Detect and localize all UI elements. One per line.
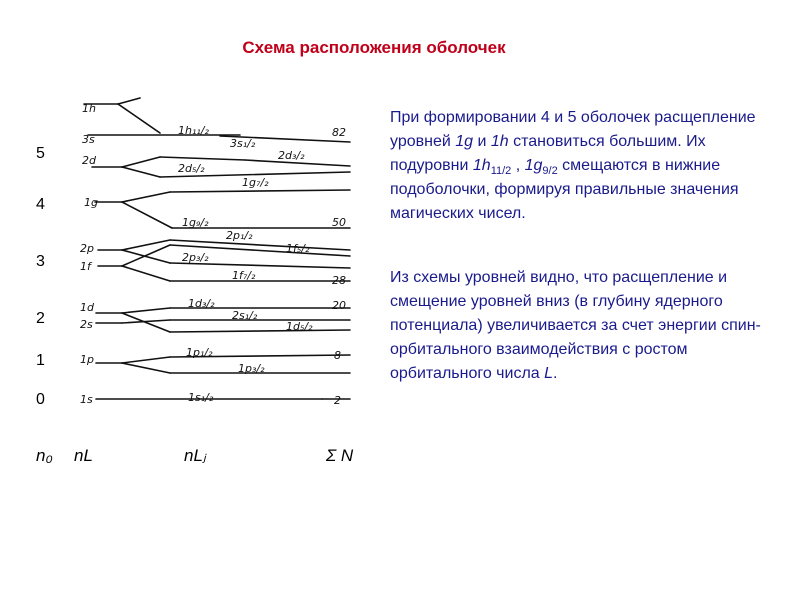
- split-line-1g92: [122, 202, 172, 228]
- magic-number: 28: [332, 274, 346, 287]
- level-label-2s: 2s: [80, 318, 93, 331]
- level-label-2d: 2d: [82, 154, 96, 167]
- footer-label-nlj: nLⱼ: [184, 446, 206, 465]
- level-label-1h: 1h: [82, 102, 96, 115]
- sublevel-label-2s12: 2s₁/₂: [232, 309, 258, 322]
- magic-number: 20: [332, 299, 346, 312]
- explanation-paragraph-1: При формировании 4 и 5 оболочек расщепление уровней 1g и 1h становиться большим. Их подуровни $1h_{11/2}$ , $1g_{9/2}$ смещаются в нижние подоболочки, формируя правильные значения магических чисел.: [390, 109, 756, 222]
- level-label-3s: 3s: [82, 133, 95, 146]
- split-line-2d32: [122, 167, 160, 177]
- sublevel-label-1g72: 1g₇/₂: [242, 176, 269, 189]
- page-title: Схема расположения оболочек: [242, 38, 506, 57]
- sublevel-label-1p32: 1p₃/₂: [238, 362, 265, 375]
- split-line-1p12: [122, 357, 170, 363]
- sublevel-label-1h11: 1h₁₁/₂: [178, 124, 209, 137]
- level-label-1d: 1d: [80, 301, 94, 314]
- sublevel-line-2p12: [170, 240, 350, 250]
- level-label-1f: 1f: [80, 260, 91, 273]
- sublevel-label-1f72: 1f₇/₂: [232, 269, 256, 282]
- sublevel-label-2p32: 2p₃/₂: [182, 251, 209, 264]
- n0-value: 1: [36, 352, 45, 369]
- sublevel-line-1d32: [170, 330, 350, 332]
- magic-number: 8: [334, 349, 341, 362]
- split-line-1p32: [122, 363, 170, 373]
- magic-number: 2: [334, 394, 341, 407]
- level-label-1s: 1s: [80, 393, 93, 406]
- footer-label-sum-n: Σ N: [326, 446, 354, 465]
- split-line-2p32: [122, 250, 170, 263]
- split-line-1h-upper: [118, 98, 140, 104]
- level-label-1p: 1p: [80, 353, 94, 366]
- split-line-1d52: [122, 308, 170, 313]
- shell-level-diagram: [60, 80, 360, 420]
- sublevel-label-3s12: 3s₁/₂: [230, 137, 256, 150]
- n0-value: 0: [36, 391, 45, 408]
- footer-label-n0: n₀: [36, 446, 53, 465]
- sublevel-label-1g92: 1g₉/₂: [182, 216, 209, 229]
- level-label-1g: 1g: [84, 196, 98, 209]
- sublevel-line-1g72: [170, 190, 350, 192]
- sublevel-label-1d32: 1d₃/₂: [188, 297, 215, 310]
- sublevel-label-2d52: 2d₅/₂: [178, 162, 205, 175]
- split-line-1g72: [122, 192, 170, 202]
- explanation-paragraph-2: Из схемы уровней видно, что расщепление и смещение уровней вниз (в глубину ядерного потенциала) увеличивается за счет энергии спин-орбитального взаимодействия с ростом орбитального числа L.: [390, 269, 761, 382]
- level-label-2p: 2p: [80, 242, 94, 255]
- n0-value: 4: [36, 196, 45, 213]
- magic-number: 82: [332, 126, 346, 139]
- sublevel-label-1s12: 1s₁/₂: [188, 391, 214, 404]
- sublevel-label-2d32: 2d₃/₂: [278, 149, 305, 162]
- sublevel-label-2p12: 2p₁/₂: [226, 229, 253, 242]
- sublevel-label-1d52: 1d₅/₂: [286, 320, 313, 333]
- n0-value: 2: [36, 310, 45, 327]
- sublevel-label-1f52: 1f₅/₂: [286, 242, 310, 255]
- split-line-2d52: [122, 157, 160, 167]
- magic-number: 50: [332, 216, 346, 229]
- sublevel-line-2d52: [160, 157, 245, 160]
- n0-value: 3: [36, 253, 45, 270]
- n0-value: 5: [36, 145, 45, 162]
- split-line-1f72: [122, 266, 170, 281]
- split-line-1h11: [118, 104, 160, 133]
- sublevel-label-1p12: 1p₁/₂: [186, 346, 213, 359]
- footer-label-nl: nL: [74, 446, 93, 465]
